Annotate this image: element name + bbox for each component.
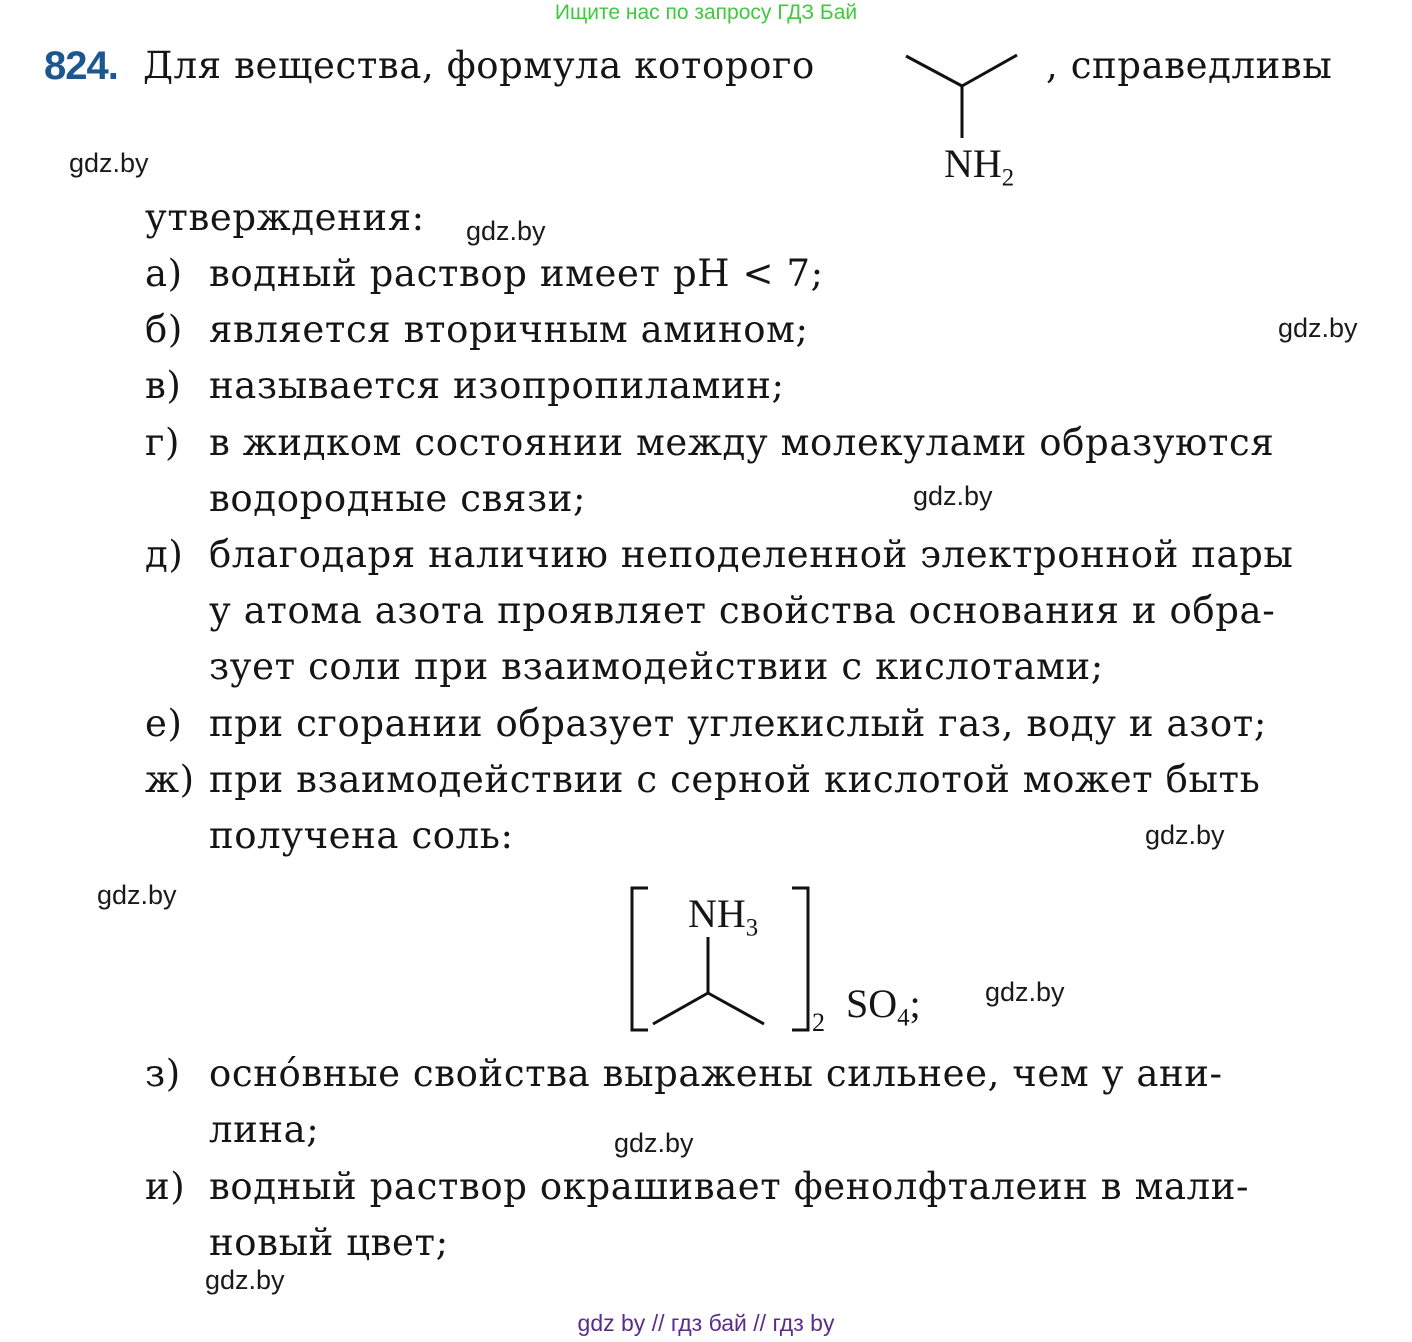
item-v — [145, 364, 785, 407]
task-number: 824. — [44, 44, 118, 88]
item-zh-cont: получена соль: — [209, 814, 514, 857]
footer-separator: // — [753, 1310, 767, 1336]
salt-cation-text: NH — [688, 891, 746, 936]
watermark: gdz.by — [205, 1265, 285, 1295]
item-label: в) — [145, 364, 182, 407]
watermark: gdz.by — [913, 481, 993, 511]
item-text: осно́вные свойства выражены сильнее, чем у ани- — [209, 1052, 1223, 1095]
task-intro-cont: утверждения: — [145, 196, 425, 239]
item-text: водный раствор имеет pH < 7; — [209, 252, 824, 295]
salt-anion-subscript: 4 — [897, 1004, 910, 1032]
item-b — [145, 308, 809, 351]
watermark: gdz.by — [1145, 820, 1225, 850]
item-d — [145, 533, 1293, 576]
item-label: б) — [145, 308, 183, 351]
item-e — [145, 702, 1267, 745]
item-text: является вторичным амином; — [209, 308, 809, 351]
item-zh — [145, 758, 1260, 801]
task-intro-before: Для вещества, формула которого — [143, 44, 815, 87]
watermark: gdz.by — [1278, 313, 1358, 343]
item-z — [145, 1052, 1223, 1095]
item-d-cont-2: зует соли при взаимодействии с кислотами; — [209, 645, 1104, 688]
footer-links — [0, 1310, 1412, 1337]
item-label: д) — [145, 533, 184, 576]
item-g-cont: водородные связи; — [209, 477, 587, 520]
item-text: благодаря наличию неподеленной электронной пары — [209, 533, 1294, 576]
amine-group-text: NH — [944, 141, 1002, 186]
item-label: з) — [145, 1052, 181, 1095]
item-text: называется изопропиламин; — [209, 364, 785, 407]
item-label: а) — [145, 252, 183, 295]
item-text: водный раствор окрашивает фенолфталеин в мали- — [209, 1165, 1250, 1208]
item-text: при взаимодействии с серной кислотой может быть — [209, 758, 1261, 801]
watermark: gdz.by — [985, 977, 1065, 1007]
search-hint-link[interactable]: Ищите нас по запросу ГДЗ Бай — [554, 1, 858, 24]
salt-cation-group — [688, 890, 758, 943]
footer-link-gdz-by[interactable]: gdz by — [577, 1310, 646, 1336]
amine-group-formula — [944, 140, 1014, 193]
amine-subscript: 2 — [1001, 164, 1015, 192]
item-text: при сгорании образует углекислый газ, воду и азот; — [209, 702, 1267, 745]
footer-link-gdz-bai[interactable]: гдз бай — [670, 1310, 747, 1336]
salt-anion-text: SO — [846, 981, 898, 1026]
watermark: gdz.by — [69, 148, 149, 178]
item-text: в жидком состоянии между молекулами образуются — [209, 421, 1275, 464]
item-label: г) — [145, 421, 181, 464]
item-a — [145, 252, 824, 295]
item-label: е) — [145, 702, 183, 745]
item-i-cont: новый цвет; — [209, 1221, 449, 1264]
task-intro-after: , справедливы — [1046, 44, 1333, 87]
item-i — [145, 1165, 1249, 1208]
watermark: gdz.by — [466, 216, 546, 246]
watermark: gdz.by — [97, 880, 177, 910]
salt-anion — [846, 980, 921, 1033]
item-z-cont: лина; — [209, 1108, 320, 1151]
item-d-cont-1: у атома азота проявляет свойства основания и обра- — [209, 589, 1276, 632]
item-g — [145, 421, 1274, 464]
salt-bracket-subscript: 2 — [812, 1008, 825, 1037]
salt-cation-subscript: 3 — [745, 914, 759, 942]
footer-link-gdz-by-cyr[interactable]: гдз by — [772, 1310, 835, 1336]
watermark: gdz.by — [614, 1128, 694, 1158]
footer-separator: // — [651, 1310, 665, 1336]
item-label: и) — [145, 1165, 186, 1208]
salt-terminator: ; — [909, 981, 921, 1026]
item-label: ж) — [145, 758, 195, 801]
